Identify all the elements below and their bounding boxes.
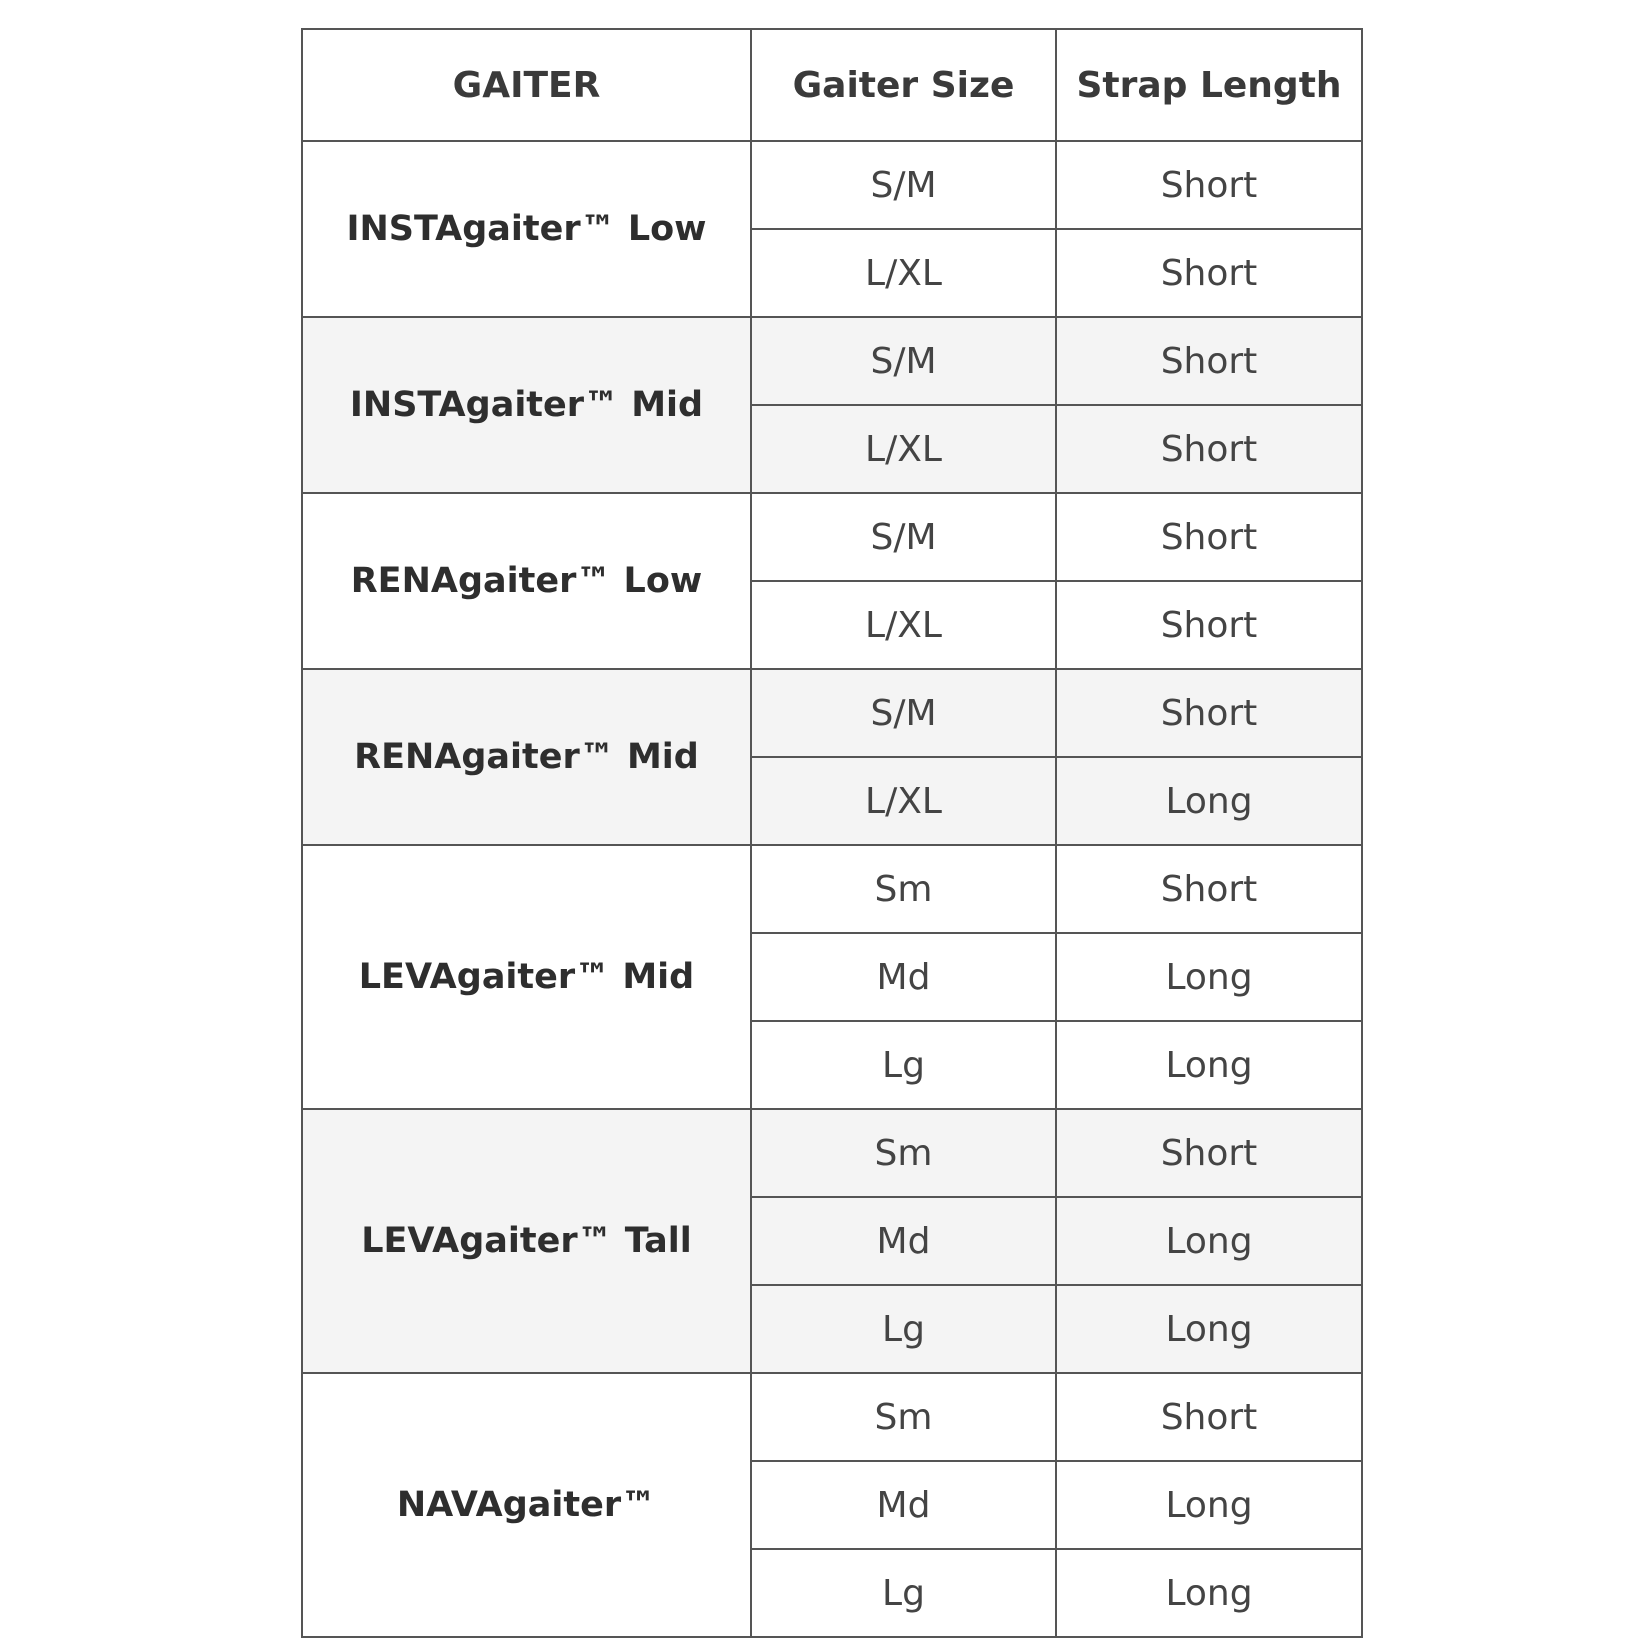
- gaiter-size-cell: S/M: [751, 669, 1056, 757]
- gaiter-name-cell: INSTAgaiter™ Mid: [302, 317, 751, 493]
- strap-length-cell: Short: [1056, 845, 1362, 933]
- gaiter-size-cell: S/M: [751, 317, 1056, 405]
- strap-length-cell: Short: [1056, 317, 1362, 405]
- gaiter-size-cell: Sm: [751, 1109, 1056, 1197]
- gaiter-name-cell: INSTAgaiter™ Low: [302, 141, 751, 317]
- strap-length-cell: Short: [1056, 229, 1362, 317]
- table-row: [302, 1109, 1362, 1197]
- strap-length-cell: Short: [1056, 1373, 1362, 1461]
- header-strap-length: Strap Length: [1056, 29, 1362, 141]
- header-gaiter-size: Gaiter Size: [751, 29, 1056, 141]
- gaiter-name-cell: RENAgaiter™ Mid: [302, 669, 751, 845]
- gaiter-size-cell: Md: [751, 1461, 1056, 1549]
- gaiter-size-cell: L/XL: [751, 581, 1056, 669]
- gaiter-size-cell: Lg: [751, 1285, 1056, 1373]
- gaiter-size-cell: Lg: [751, 1021, 1056, 1109]
- gaiter-size-cell: L/XL: [751, 757, 1056, 845]
- table-row: [302, 317, 1362, 405]
- gaiter-size-cell: Lg: [751, 1549, 1056, 1637]
- strap-length-cell: Long: [1056, 757, 1362, 845]
- header-gaiter: GAITER: [302, 29, 751, 141]
- strap-length-cell: Short: [1056, 581, 1362, 669]
- table-row: [302, 845, 1362, 933]
- gaiter-size-cell: Sm: [751, 845, 1056, 933]
- table-row: [302, 1373, 1362, 1461]
- strap-length-cell: Long: [1056, 1285, 1362, 1373]
- gaiter-name-cell: LEVAgaiter™ Mid: [302, 845, 751, 1109]
- strap-length-cell: Short: [1056, 669, 1362, 757]
- header-row: [302, 29, 1362, 141]
- gaiter-size-cell: Md: [751, 933, 1056, 1021]
- strap-length-cell: Long: [1056, 1021, 1362, 1109]
- gaiter-name-cell: RENAgaiter™ Low: [302, 493, 751, 669]
- strap-length-cell: Long: [1056, 933, 1362, 1021]
- strap-length-cell: Short: [1056, 141, 1362, 229]
- strap-length-cell: Long: [1056, 1549, 1362, 1637]
- gaiter-size-cell: L/XL: [751, 405, 1056, 493]
- strap-length-cell: Short: [1056, 1109, 1362, 1197]
- strap-length-cell: Short: [1056, 493, 1362, 581]
- gaiter-size-cell: Md: [751, 1197, 1056, 1285]
- gaiter-size-chart: [301, 28, 1363, 1638]
- table-row: [302, 669, 1362, 757]
- table-row: [302, 493, 1362, 581]
- gaiter-size-cell: Sm: [751, 1373, 1056, 1461]
- gaiter-size-cell: L/XL: [751, 229, 1056, 317]
- strap-length-cell: Short: [1056, 405, 1362, 493]
- gaiter-size-cell: S/M: [751, 493, 1056, 581]
- strap-length-cell: Long: [1056, 1461, 1362, 1549]
- table-row: [302, 141, 1362, 229]
- gaiter-size-cell: S/M: [751, 141, 1056, 229]
- gaiter-name-cell: NAVAgaiter™: [302, 1373, 751, 1637]
- strap-length-cell: Long: [1056, 1197, 1362, 1285]
- gaiter-name-cell: LEVAgaiter™ Tall: [302, 1109, 751, 1373]
